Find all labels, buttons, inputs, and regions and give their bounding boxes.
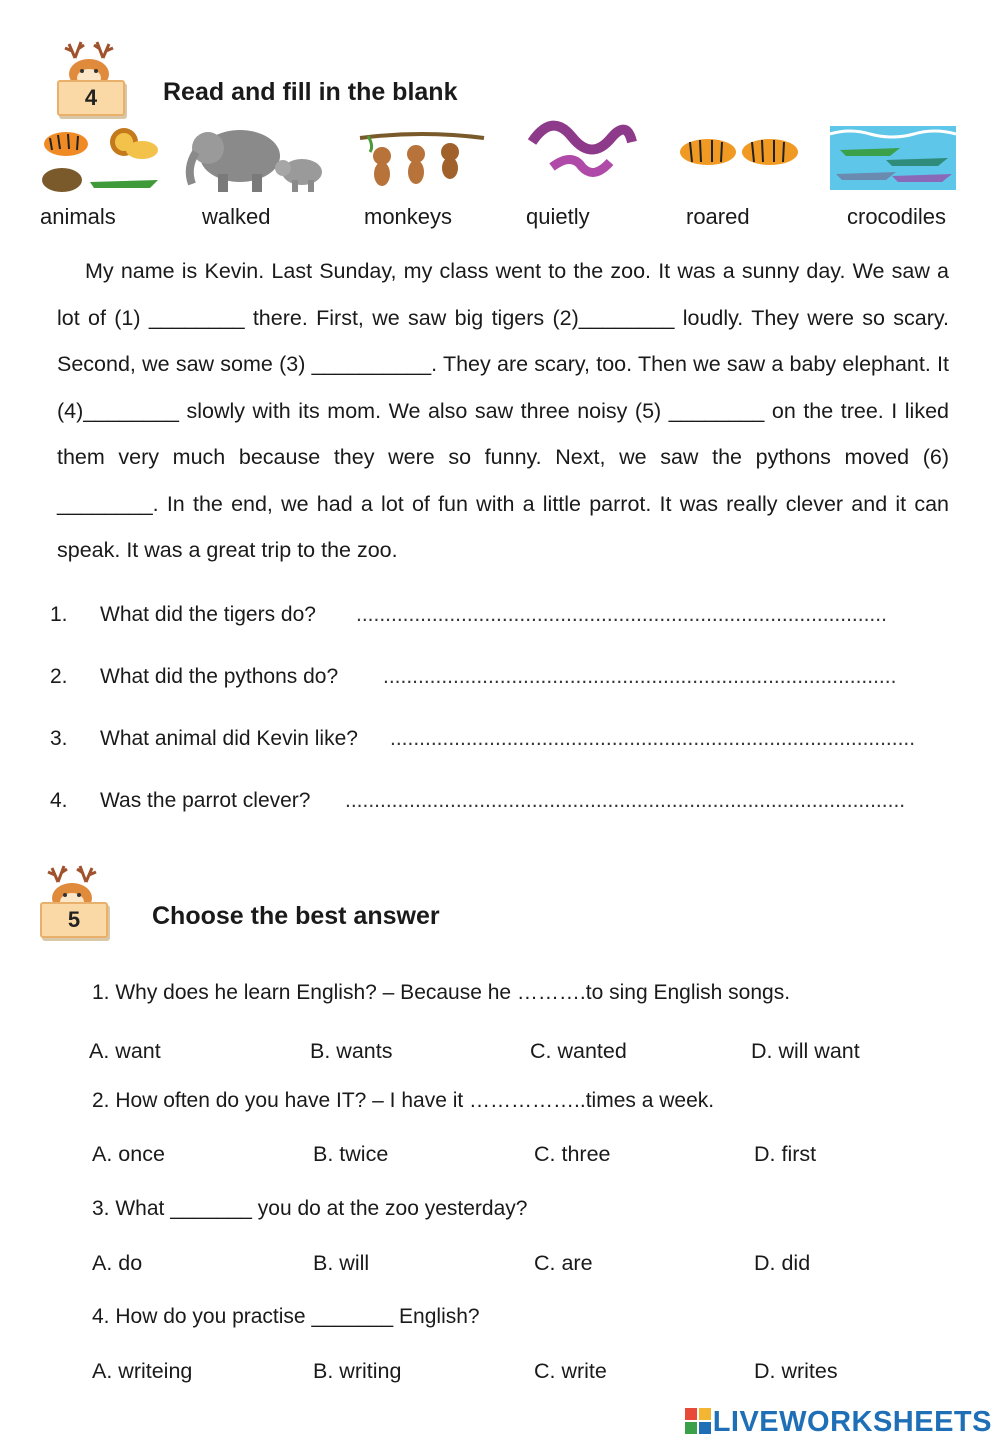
section-5-title: Choose the best answer (152, 902, 440, 930)
mc-option[interactable]: C. three (534, 1142, 611, 1166)
question-number: 2. (50, 665, 68, 688)
mc-question: 4. How do you practise _______ English? (92, 1305, 480, 1328)
liveworksheets-logo (685, 1406, 992, 1439)
mc-option[interactable]: C. write (534, 1359, 607, 1383)
mc-option[interactable]: C. are (534, 1251, 593, 1275)
word-bank-walked: walked (202, 204, 271, 229)
section-4-title: Read and fill in the blank (163, 78, 458, 106)
question-number: 4. (50, 789, 68, 812)
mc-option[interactable]: D. writes (754, 1359, 838, 1383)
mc-question: 1. Why does he learn English? – Because he ……….to sing English songs. (92, 981, 791, 1004)
mc-question: 3. What _______ you do at the zoo yesterday? (92, 1197, 528, 1220)
answer-field[interactable]: ........................................................................................... (356, 603, 887, 626)
question-text: What did the pythons do? (100, 665, 339, 688)
mc-option[interactable]: A. want (89, 1039, 161, 1063)
question-number: 1. (50, 603, 68, 626)
tigers-image (676, 132, 801, 174)
question-row (50, 665, 338, 689)
answer-field[interactable]: ................................................................................................ (345, 789, 906, 812)
question-text: Was the parrot clever? (100, 789, 311, 812)
mc-option[interactable]: D. did (754, 1251, 811, 1275)
mc-option[interactable]: C. wanted (530, 1039, 627, 1063)
word-bank-crocodiles: crocodiles (847, 204, 947, 229)
mc-option[interactable]: A. writeing (92, 1359, 193, 1383)
mc-option[interactable]: D. will want (751, 1039, 860, 1063)
answer-field[interactable]: .......................................................................................... (390, 727, 916, 750)
section-5-badge (38, 862, 113, 942)
tiger-lion-bear-crocodile-image (38, 122, 163, 197)
logo-text: LIVEWORKSHEETS (712, 1406, 992, 1438)
question-number: 3. (50, 727, 68, 750)
mc-option[interactable]: B. twice (313, 1142, 389, 1166)
word-bank-quietly: quietly (526, 204, 590, 229)
question-row (50, 727, 358, 751)
monkeys-image (358, 126, 486, 198)
mc-option[interactable]: A. once (92, 1142, 165, 1166)
python-image (522, 112, 637, 182)
mc-option[interactable]: A. do (92, 1251, 143, 1275)
question-text: What animal did Kevin like? (100, 727, 358, 750)
word-bank-roared: roared (686, 204, 750, 229)
word-bank-monkeys: monkeys (364, 204, 453, 229)
reading-passage (57, 248, 949, 574)
mc-question: 2. How often do you have IT? – I have it ……………..times a week. (92, 1089, 715, 1112)
passage-text: My name is Kevin. Last Sunday, my class went to the zoo. It was a sunny day. We saw a lot of (1) ________ there. First, we saw big tigers (2)________ loudly. They were so scary. Second, we saw some (3) __________. They are scary, too. Then we saw a baby elephant. It (4)________ slowly with its mom. We also saw three noisy (5) ________ on the tree. I liked them very much because they were so funny. Next, we saw the pythons moved (6) ________. In the end, we had a lot of fun with a little parrot. It was really clever and it can speak. It was a great trip to the zoo. (57, 259, 949, 562)
section-number: 4 (57, 80, 125, 116)
question-text: What did the tigers do? (100, 603, 316, 626)
answer-field[interactable]: ........................................................................................ (383, 665, 897, 688)
mc-option[interactable]: B. will (313, 1251, 370, 1275)
word-bank-animals: animals (40, 204, 116, 229)
mc-option[interactable]: B. wants (310, 1039, 393, 1063)
mc-option[interactable]: B. writing (313, 1359, 402, 1383)
section-4-badge (55, 38, 130, 118)
liveworksheets-logo-icon (685, 1408, 711, 1434)
section-number: 5 (40, 902, 108, 938)
question-row (50, 603, 316, 627)
crocodiles-image (830, 126, 956, 190)
elephant-image (178, 118, 328, 196)
question-row (50, 789, 310, 813)
mc-option[interactable]: D. first (754, 1142, 817, 1166)
